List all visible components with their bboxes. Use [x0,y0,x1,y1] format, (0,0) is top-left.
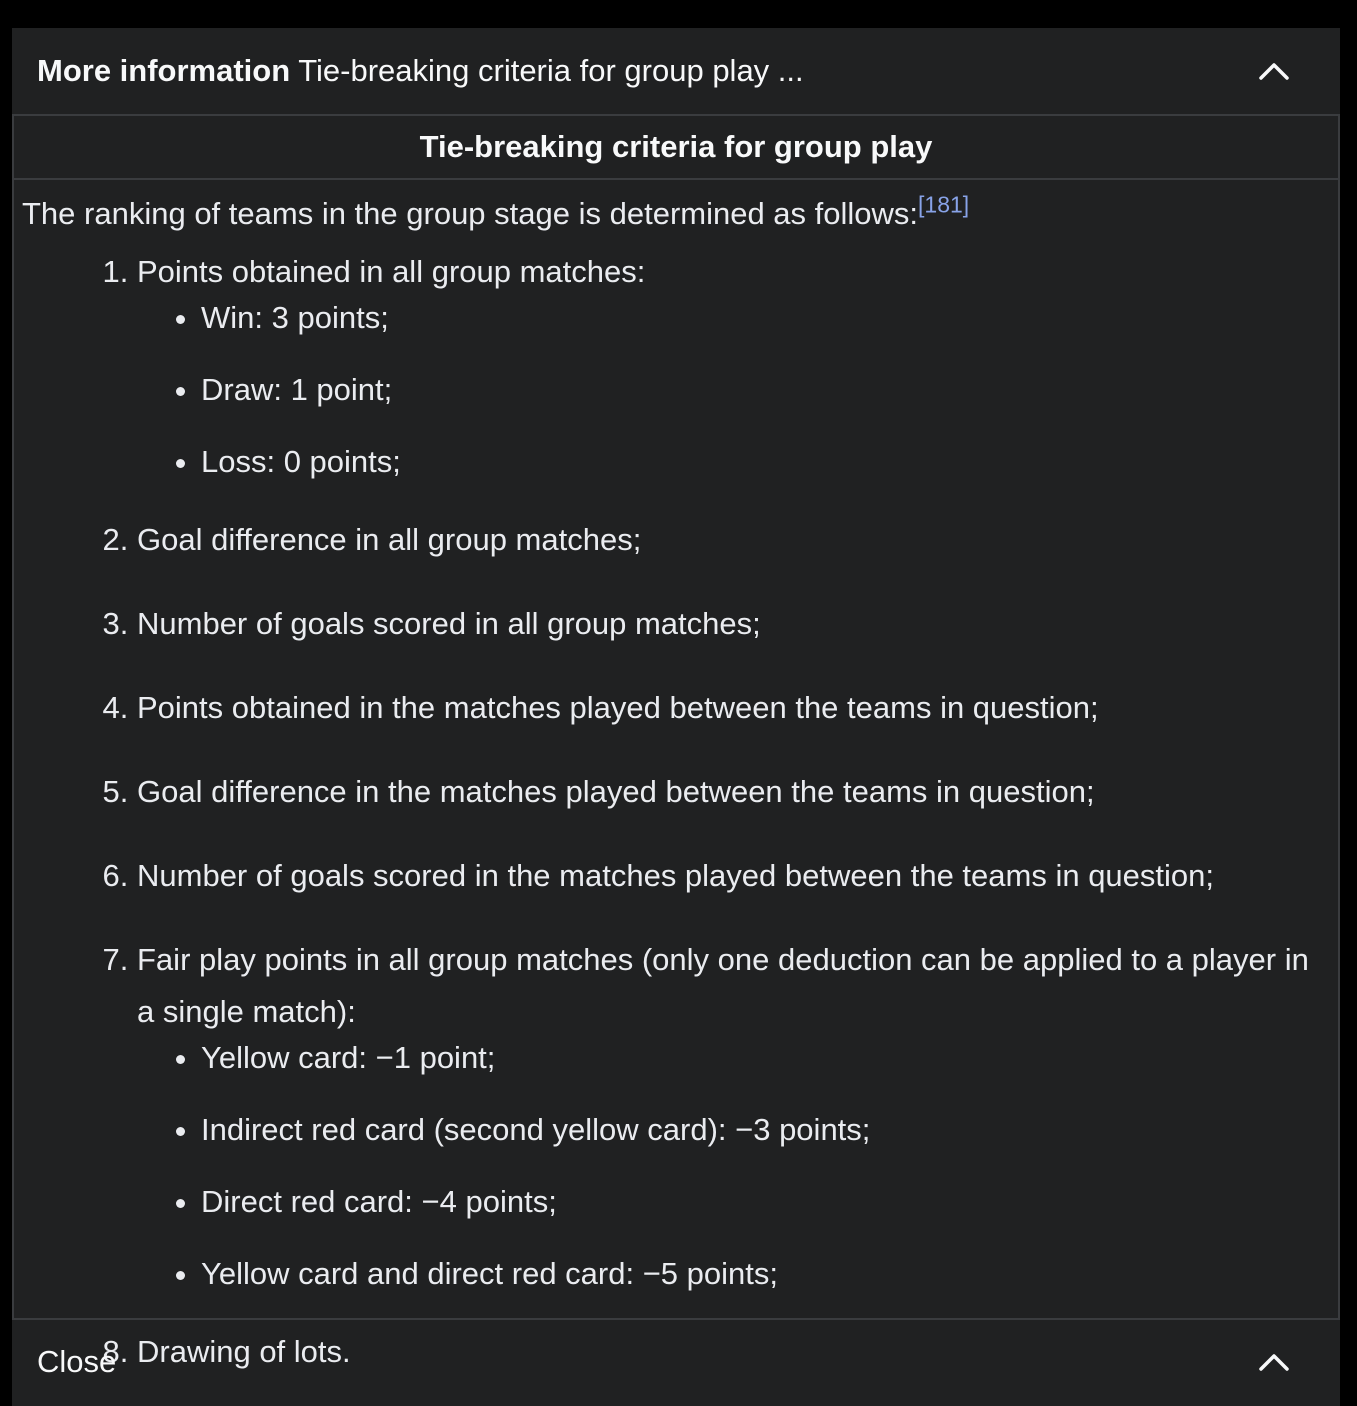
sub-criterion-item: • Loss: 0 points; [201,442,1330,482]
criterion-text: Points obtained in all group matches: [137,254,646,289]
collapsible-panel [12,28,1340,1406]
criterion-text: Goal difference in all group matches; [137,522,642,557]
table-caption: Tie-breaking criteria for group play [14,116,1338,180]
sub-criterion-item: • Indirect red card (second yellow card): −3 points; [201,1110,1330,1150]
close-button[interactable]: Close [37,1344,117,1379]
criterion-item [137,934,1330,1294]
criterion-item [137,682,1330,734]
criterion-text: Fair play points in all group matches (only one deduction can be applied to a player in a single match): [137,942,1309,1029]
more-information-toggle[interactable] [12,28,1340,114]
intro-sentence: The ranking of teams in the group stage is determined as follows: [22,196,919,231]
sub-criteria-list [137,298,1330,482]
chevron-up-icon[interactable] [1258,1352,1290,1372]
sub-criterion-item: • Win: 3 points; [201,298,1330,338]
sub-criterion-item: • Draw: 1 point; [201,370,1330,410]
sub-criterion-item: • Direct red card: −4 points; [201,1182,1330,1222]
criteria-list [22,246,1330,1378]
criterion-item [137,246,1330,482]
criterion-text: Goal difference in the matches played between the teams in question; [137,774,1095,809]
header-title-label: Tie-breaking criteria for group play ... [298,53,804,88]
chevron-up-icon[interactable] [1258,61,1290,81]
table-content [14,180,1338,1378]
sub-criterion-item: • Yellow card and direct red card: −5 points; [201,1254,1330,1294]
criterion-item [137,850,1330,902]
sub-criteria-list [137,1038,1330,1294]
sub-criterion-item: • Yellow card: −1 point; [201,1038,1330,1078]
criterion-text: Points obtained in the matches played between the teams in question; [137,690,1099,725]
header-strong-label: More information [37,53,291,88]
criterion-text: Number of goals scored in the matches played between the teams in question; [137,858,1215,893]
criterion-text: Number of goals scored in all group matches; [137,606,761,641]
reference-link[interactable]: [181] [918,191,970,218]
criterion-item [137,766,1330,818]
criterion-item [137,598,1330,650]
intro-text [22,191,1330,234]
criterion-text: Drawing of lots. [137,1334,351,1369]
criterion-item [137,514,1330,566]
header-title [37,53,1258,89]
